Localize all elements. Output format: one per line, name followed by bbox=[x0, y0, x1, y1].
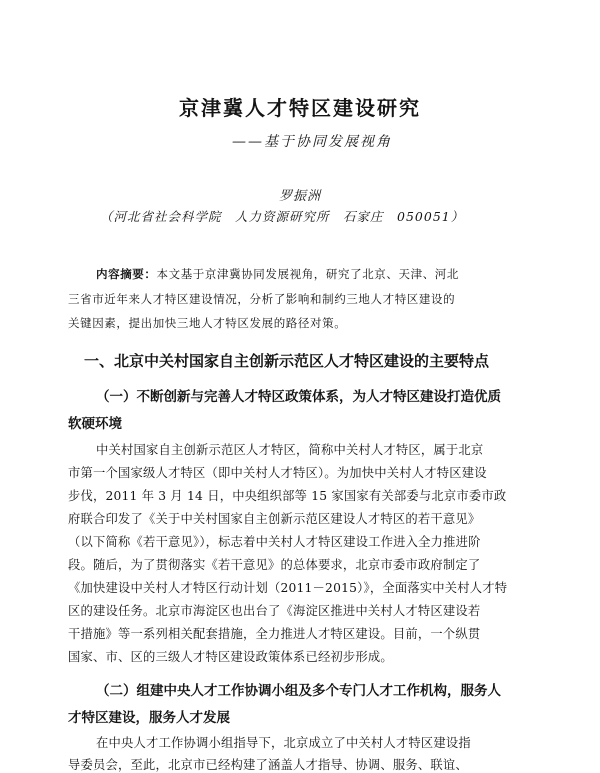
paragraph-line: 市第一个国家级人才特区（即中关村人才特区）。为加快中关村人才特区建设 bbox=[68, 466, 487, 480]
abstract-label: 内容摘要： bbox=[96, 267, 157, 281]
section-heading: 一、北京中关村国家自主创新示范区人才特区建设的主要特点 bbox=[84, 352, 490, 370]
subsection-heading-line: 软硬环境 bbox=[68, 416, 122, 432]
paper-title: 京津冀人才特区建设研究 bbox=[179, 96, 421, 120]
paragraph-line: 步伐，2011 年 3 月 14 日，中央组织部等 15 家国家有关部委与北京市委市政 bbox=[68, 489, 507, 503]
paragraph-line: 府联合印发了《关于中关村国家自主创新示范区建设人才特区的若干意见》 bbox=[68, 512, 481, 526]
author-name: 罗振洲 bbox=[278, 189, 321, 204]
paragraph-line: 区的建设任务。北京市海淀区也出台了《海淀区推进中关村人才特区建设若 bbox=[68, 604, 481, 618]
paper-subtitle: ——基于协同发展视角 bbox=[232, 134, 392, 150]
paragraph-line: （以下简称《若干意见》），标志着中关村人才特区建设工作进入全力推进阶 bbox=[68, 535, 481, 549]
subsection-heading-line: 才特区建设，服务人才发展 bbox=[68, 710, 230, 726]
paragraph-line: 《加快建设中关村人才特区行动计划（2011－2015）》，全面落实中关村人才特 bbox=[68, 581, 508, 595]
author-affiliation: （河北省社会科学院 人力资源研究所 石家庄 050051） bbox=[100, 209, 465, 224]
abstract-line: 三省市近年来人才特区建设情况，分析了影响和制约三地人才特区建设的 bbox=[68, 292, 456, 306]
subsection-heading-line: （一）不断创新与完善人才特区政策体系，为人才特区建设打造优质 bbox=[96, 389, 501, 405]
subsection-heading-line: （二）组建中央人才工作协调小组及多个专门人才工作机构，服务人 bbox=[96, 683, 501, 699]
paragraph-line: 干措施》等一系列相关配套措施，全力推进人才特区建设。目前，一个纵贯 bbox=[68, 627, 481, 641]
abstract-line: 内容摘要：本文基于京津冀协同发展视角，研究了北京、天津、河北 bbox=[96, 267, 459, 281]
paragraph-line: 中关村国家自主创新示范区人才特区，简称中关村人才特区，属于北京 bbox=[96, 443, 484, 457]
abstract-line: 关键因素，提出加快三地人才特区发展的路径对策。 bbox=[68, 316, 347, 330]
paragraph-line: 国家、市、区的三级人才特区建设政策体系已经初步形成。 bbox=[68, 650, 393, 664]
paragraph-line: 在中央人才工作协调小组指导下，北京成立了中关村人才特区建设指 bbox=[96, 736, 471, 750]
paragraph-line: 导委员会，至此，北京市已经构建了涵盖人才指导、协调、服务、联谊、 bbox=[68, 758, 468, 772]
paragraph-line: 段。随后，为了贯彻落实《若干意见》的总体要求，北京市委市政府制定了 bbox=[68, 558, 481, 572]
